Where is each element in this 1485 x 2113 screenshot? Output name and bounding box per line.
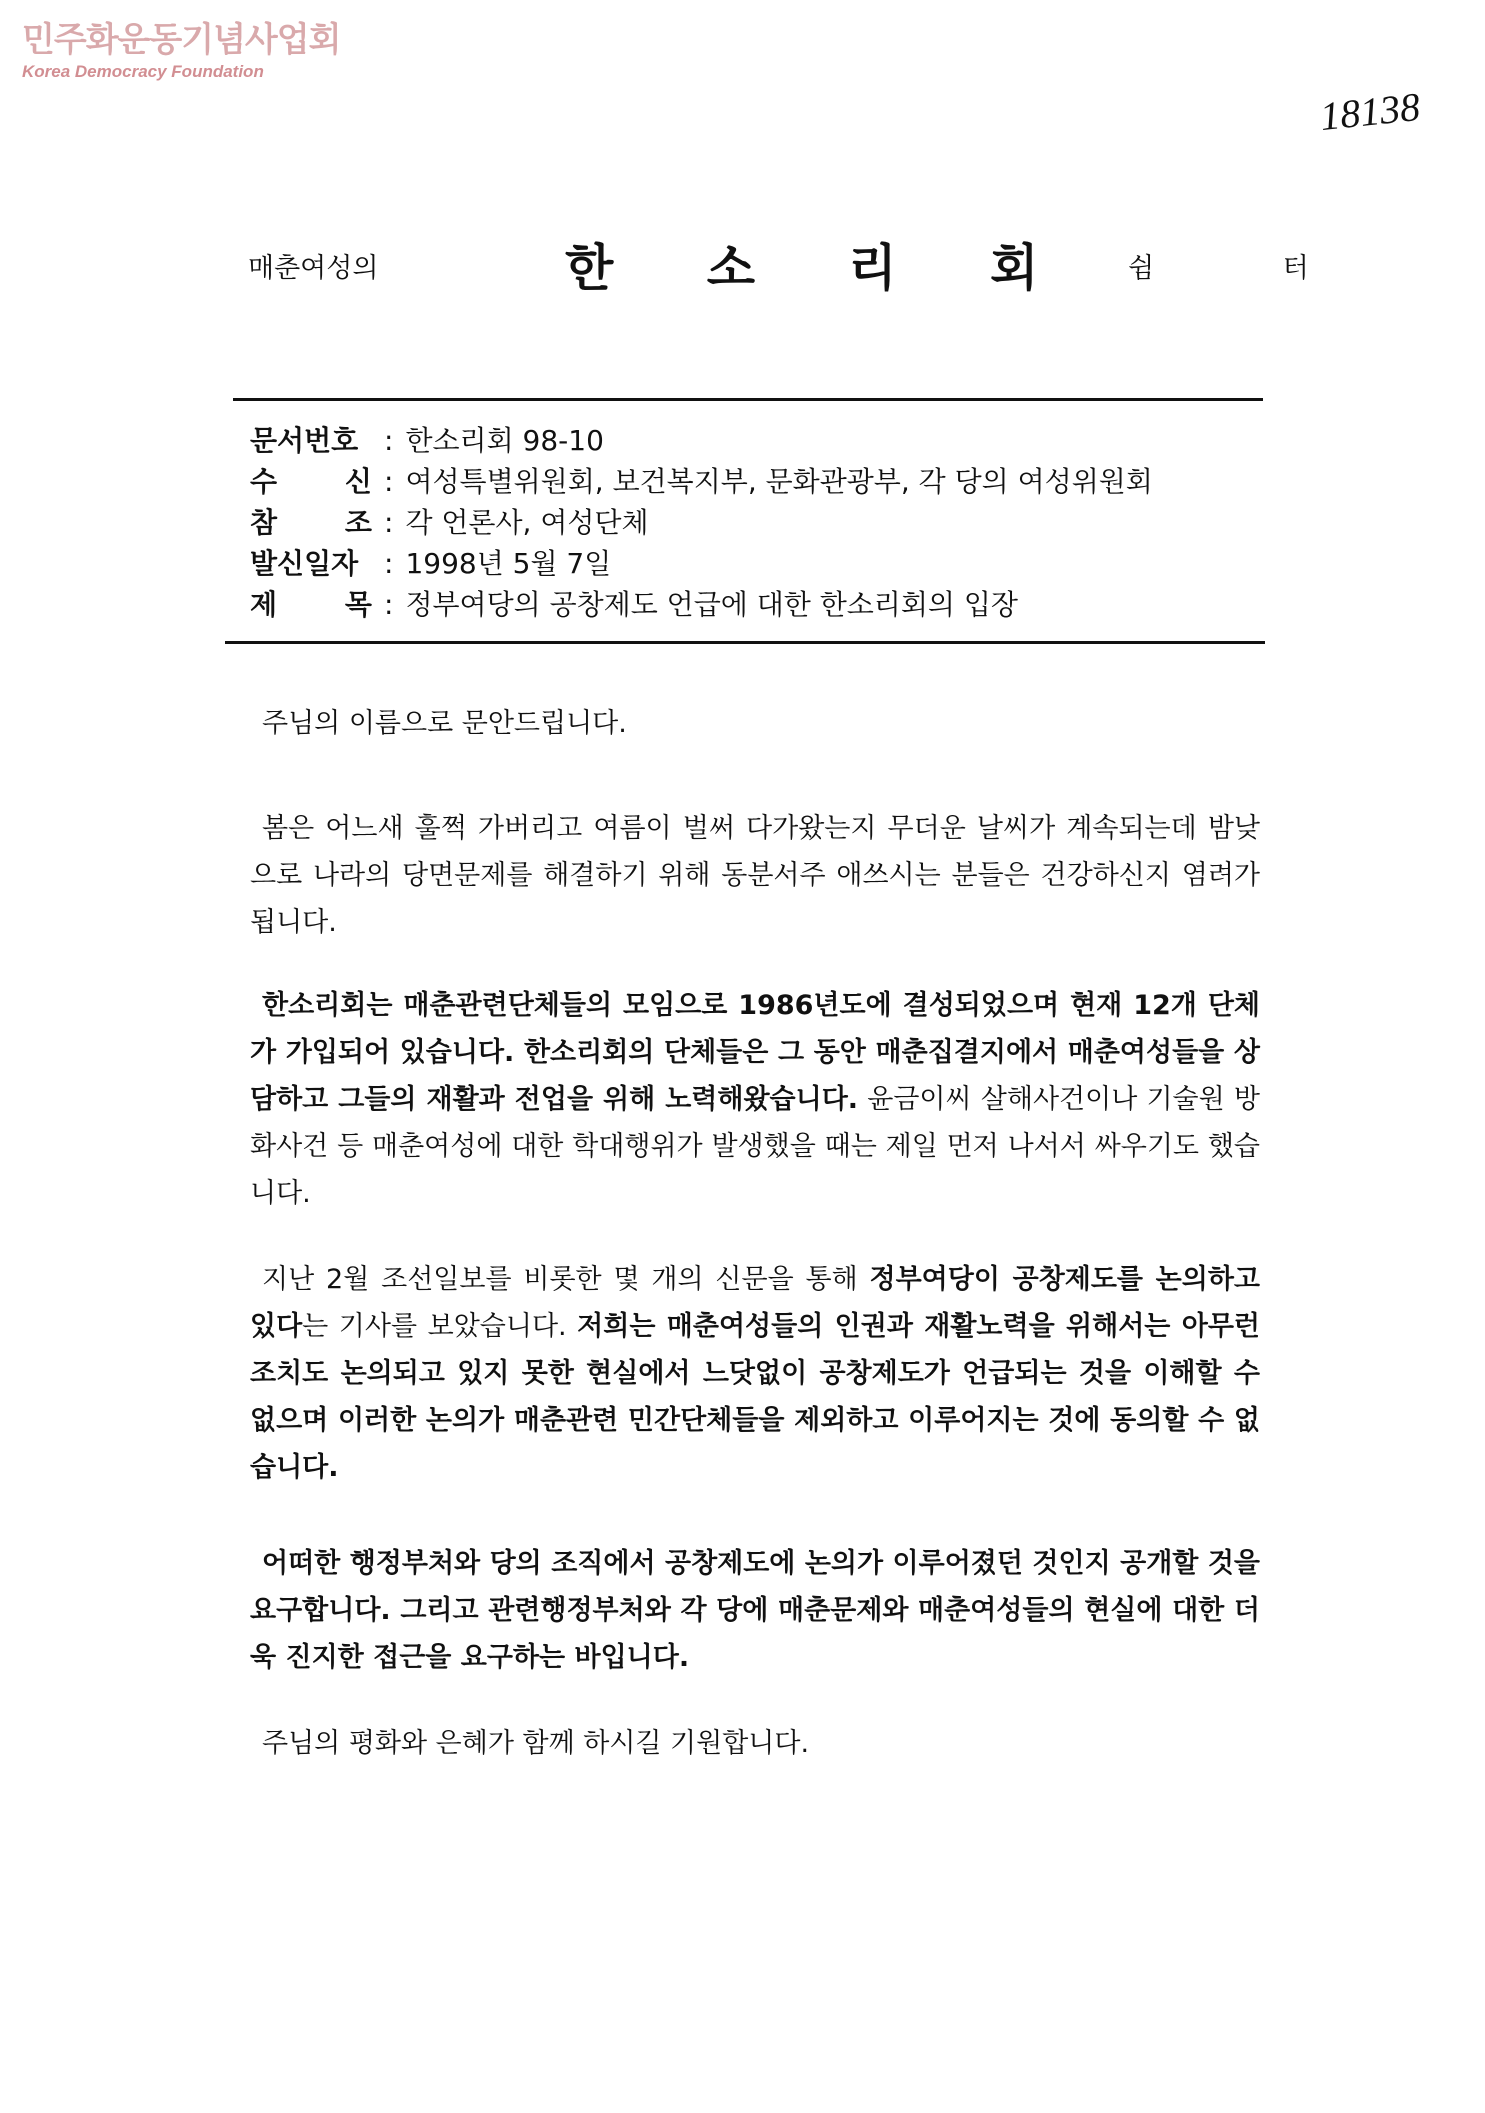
meta-value: 정부여당의 공창제도 언급에 대한 한소리회의 입장 [405,588,1018,621]
paragraph-position [250,1256,1260,1491]
paragraph-position-d: 저희는 매춘여성들의 인권과 재활노력을 위해서는 아무런 조치도 논의되고 있지 못한 현실에서 느닷없이 공창제도가 언급되는 것을 이해할 수 없으며 이러한 논의가 매춘관련 민간단체들을 제외하고 이루어지는 것에 동의할 수 없습니다. [250,1311,1261,1483]
meta-separator: : [384,506,394,539]
paragraph-position-b: 정부여당이 공창제도를 논의하고 있다 [250,1264,1260,1342]
meta-separator: : [384,424,394,457]
letterhead-title: 한 소 리 회 [565,239,1077,297]
top-rule [233,398,1263,401]
meta-label: 참 조 [250,506,372,539]
meta-label: 발신일자 [250,547,359,580]
letterhead-right: 쉼 터 [1128,253,1369,284]
paragraph-demand: 어떠한 행정부처와 당의 조직에서 공창제도에 논의가 이루어졌던 것인지 공개할 것을 요구합니다. 그리고 관련행정부처와 각 당에 매춘문제와 매춘여성들의 현실에 대한 더욱 진지한 접근을 요구하는 바입니다. [250,1548,1260,1673]
document-meta [250,420,1153,625]
meta-row-recipient [250,461,1153,502]
meta-label: 수 신 [250,465,372,498]
meta-value: 한소리회 98-10 [405,424,604,457]
paragraph-introduction [250,982,1260,1217]
meta-separator: : [384,547,394,580]
letterhead [0,228,1485,308]
meta-row-subject [250,584,1153,625]
meta-separator: : [384,465,394,498]
meta-separator: : [384,588,394,621]
paragraph-position-a: 지난 2월 조선일보를 비롯한 몇 개의 신문을 통해 [262,1264,870,1295]
bottom-rule [225,641,1265,644]
paragraph-position-c: 는 기사를 보았습니다. [302,1311,578,1342]
watermark-english: Korea Democracy Foundation [22,62,264,81]
paragraph-season: 봄은 어느새 훌쩍 가버리고 여름이 벌써 다가왔는지 무더운 날씨가 계속되는데 밤낮으로 나라의 당면문제를 해결하기 위해 동분서주 애쓰시는 분들은 건강하신지 염려가 됩니다. [250,813,1260,938]
meta-value: 1998년 5월 7일 [405,547,612,580]
letterhead-left: 매춘여성의 [248,253,379,284]
meta-value: 각 언론사, 여성단체 [405,506,649,539]
meta-value: 여성특별위원회, 보건복지부, 문화관광부, 각 당의 여성위원회 [405,465,1153,498]
meta-label: 제 목 [250,588,372,621]
handwritten-document-number: 18138 [1317,83,1423,140]
meta-row-reference [250,502,1153,543]
paragraph-introduction-rest: 윤금이씨 살해사건이나 기술원 방화사건 등 매춘여성에 대한 학대행위가 발생했을 때는 제일 먼저 나서서 싸우기도 했습니다. [250,1084,1260,1209]
closing-paragraph: 주님의 평화와 은혜가 함께 하시길 기원합니다. [262,1728,810,1759]
meta-row-date [250,543,1153,584]
meta-label: 문서번호 [250,424,359,457]
greeting-paragraph: 주님의 이름으로 문안드립니다. [262,708,627,739]
watermark [22,22,340,82]
meta-row-number [250,420,1153,461]
watermark-korean: 민주화운동기념사업회 [22,20,341,60]
paragraph-introduction-bold: 한소리회는 매춘관련단체들의 모임으로 1986년도에 결성되었으며 현재 12개 단체가 가입되어 있습니다. 한소리회의 단체들은 그 동안 매춘집결지에서 매춘여성들을 상담하고 그들의 재활과 전업을 위해 노력해왔습니다. [250,990,1260,1115]
